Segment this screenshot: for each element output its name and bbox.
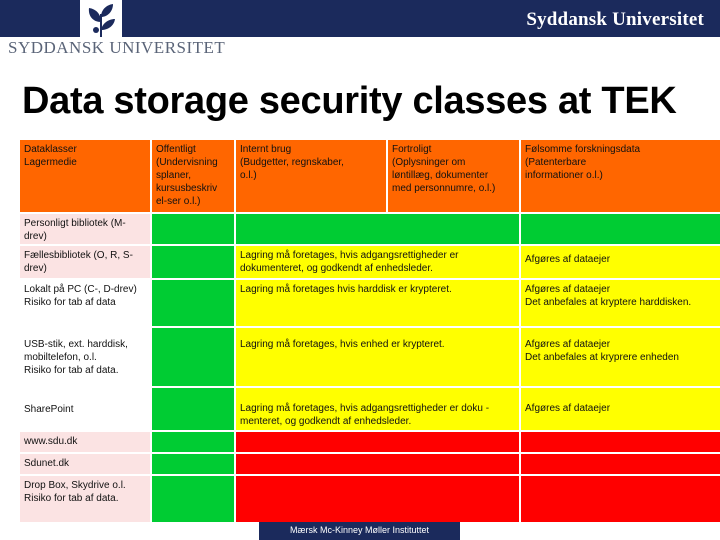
cell-red <box>236 454 519 474</box>
row-label-lokalt-pc: Lokalt på PC (C-, D-drev) Risiko for tab af data <box>20 280 150 326</box>
cell-sensitive-usb: Afgøres af dataejer Det anbefales at kryprere enheden <box>521 328 720 386</box>
row-label-sharepoint: SharePoint <box>20 388 150 430</box>
cell-green <box>152 280 234 326</box>
cell-red <box>236 476 519 522</box>
header-bar <box>0 0 720 37</box>
sdu-plant-logo-icon <box>83 0 119 37</box>
footer-bar <box>259 522 460 540</box>
row-label-sdunet: Sdunet.dk <box>20 454 150 474</box>
row-label-personligt: Personligt bibliotek (M-drev) <box>20 214 150 244</box>
cell-green <box>152 432 234 452</box>
cell-sensitive-faellesbibliotek: Afgøres af dataejer <box>521 246 720 278</box>
brand-name-header: Syddansk Universitet <box>526 9 704 30</box>
footer-institute: Mærsk Mc-Kinney Møller Instituttet <box>289 525 430 535</box>
cell-green <box>236 214 519 244</box>
column-header-foelsomme: Følsomme forskningsdata (Patenterbare informationer o.l.) <box>521 140 720 212</box>
cell-green <box>152 214 234 244</box>
column-header-internt: Internt brug (Budgetter, regnskaber, o.l.) <box>236 140 386 212</box>
cell-green <box>521 214 720 244</box>
row-label-www-sdu: www.sdu.dk <box>20 432 150 452</box>
column-header-fortroligt: Fortroligt (Oplysninger om løntillæg, dokumenter med personnumre, o.l.) <box>388 140 519 212</box>
logo-box <box>80 0 122 37</box>
cell-green <box>152 454 234 474</box>
row-label-faellesbibliotek: Fællesbibliotek (O, R, S-drev) <box>20 246 150 278</box>
cell-sensitive-sharepoint: Afgøres af dataejer <box>521 388 720 430</box>
row-label-usb: USB-stik, ext. harddisk, mobiltelefon, o.l. Risiko for tab af data. <box>20 328 150 386</box>
cell-rule-sharepoint: Lagring må foretages, hvis adgangsrettigheder er doku -menteret, og godkendt af enhedsleder. <box>236 388 519 430</box>
cell-red <box>236 432 519 452</box>
cell-green <box>152 388 234 430</box>
table-corner-header: Dataklasser Lagermedie <box>20 140 150 212</box>
cell-rule-faellesbibliotek: Lagring må foretages, hvis adgangsrettigheder er dokumenteret, og godkendt af enhedsleder. <box>236 246 519 278</box>
cell-red <box>521 432 720 452</box>
row-label-dropbox: Drop Box, Skydrive o.l. Risiko for tab af data. <box>20 476 150 522</box>
security-class-table <box>20 140 720 522</box>
page-title: Data storage security classes at TEK <box>22 80 677 122</box>
cell-green <box>152 476 234 522</box>
brand-wordmark: SYDDANSK UNIVERSITET <box>8 38 226 57</box>
cell-red <box>521 476 720 522</box>
cell-red <box>521 454 720 474</box>
column-header-offentligt: Offentligt (Undervisning splaner, kursusbeskriv el-ser o.l.) <box>152 140 234 212</box>
cell-sensitive-lokalt-pc: Afgøres af dataejer Det anbefales at kryptere harddisken. <box>521 280 720 326</box>
cell-rule-lokalt-pc: Lagring må foretages hvis harddisk er krypteret. <box>236 280 519 326</box>
cell-green <box>152 246 234 278</box>
cell-green <box>152 328 234 386</box>
cell-rule-usb: Lagring må foretages, hvis enhed er krypteret. <box>236 328 519 386</box>
